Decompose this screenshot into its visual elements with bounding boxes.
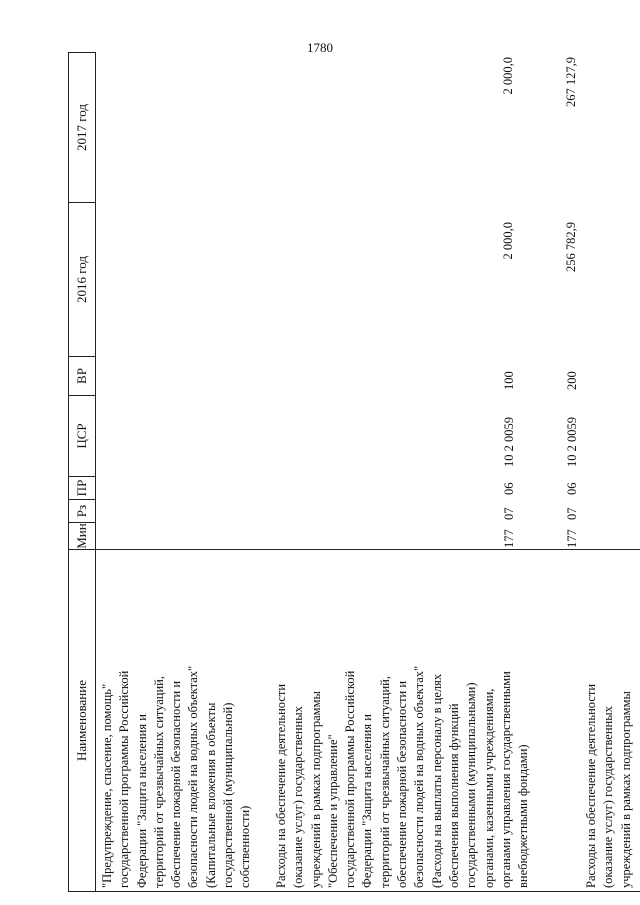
header-2016: 2016 год bbox=[68, 202, 96, 357]
row2-2017: 267 127,9 bbox=[564, 57, 578, 107]
page-number: 1780 bbox=[307, 40, 333, 55]
header-rz: Рз bbox=[68, 499, 96, 523]
row1-vr: 100 bbox=[502, 371, 516, 390]
row3-name: Расходы на обеспечение деятельности (оказание услуг) государственных учреждений в рамках подпрограммы bbox=[584, 683, 633, 888]
header-csr: ЦСР bbox=[68, 395, 96, 477]
row1-2017: 2 000,0 bbox=[501, 57, 515, 95]
row2-2016: 256 782,9 bbox=[564, 222, 578, 272]
row1-pr: 06 bbox=[502, 482, 516, 495]
header-name: Наименование bbox=[68, 549, 96, 892]
row2-name: Расходы на обеспечение деятельности (оказание услуг) государственных учреждений в рамках подпрограммы "Обеспечение и управление" государственной программы Российской Федерации "Защита населения и территорий от чрезвычайных ситуаций, обеспечение пожарной безопасности и безопасности людей на водных объектах" (Расходы на выплаты персоналу в целях обеспечения выполнения функций государственными (муниципальными) органами, казенными учреждениями, органами управления государственными внебюджетными фондами) bbox=[274, 665, 531, 888]
row2-vr: 200 bbox=[565, 371, 579, 390]
row2-min: 177 bbox=[565, 529, 579, 548]
row1-min: 177 bbox=[502, 529, 516, 548]
budget-table bbox=[68, 52, 640, 892]
row1-csr: 10 2 0059 bbox=[502, 417, 516, 467]
row2-csr: 10 2 0059 bbox=[565, 417, 579, 467]
header-min: Мин bbox=[68, 522, 96, 550]
row2-rz: 07 bbox=[565, 507, 579, 520]
header-pr: ПР bbox=[68, 476, 96, 500]
name-column-border bbox=[96, 549, 640, 550]
row1-2016: 2 000,0 bbox=[501, 222, 515, 260]
row2-pr: 06 bbox=[565, 482, 579, 495]
header-vr: ВР bbox=[68, 356, 96, 396]
row1-name: "Предупреждение, спасение, помощь" государственной программы Российской Федерации "Защита населения и территорий от чрезвычайных ситуаций, обеспечение пожарной безопасности и безопасности людей на водных объектах" (Капитальные вложения в объекты государственной (муниципальной) собственности) bbox=[100, 665, 253, 888]
table-left-border bbox=[96, 891, 640, 892]
row1-rz: 07 bbox=[502, 507, 516, 520]
header-2017: 2017 год bbox=[68, 52, 96, 203]
